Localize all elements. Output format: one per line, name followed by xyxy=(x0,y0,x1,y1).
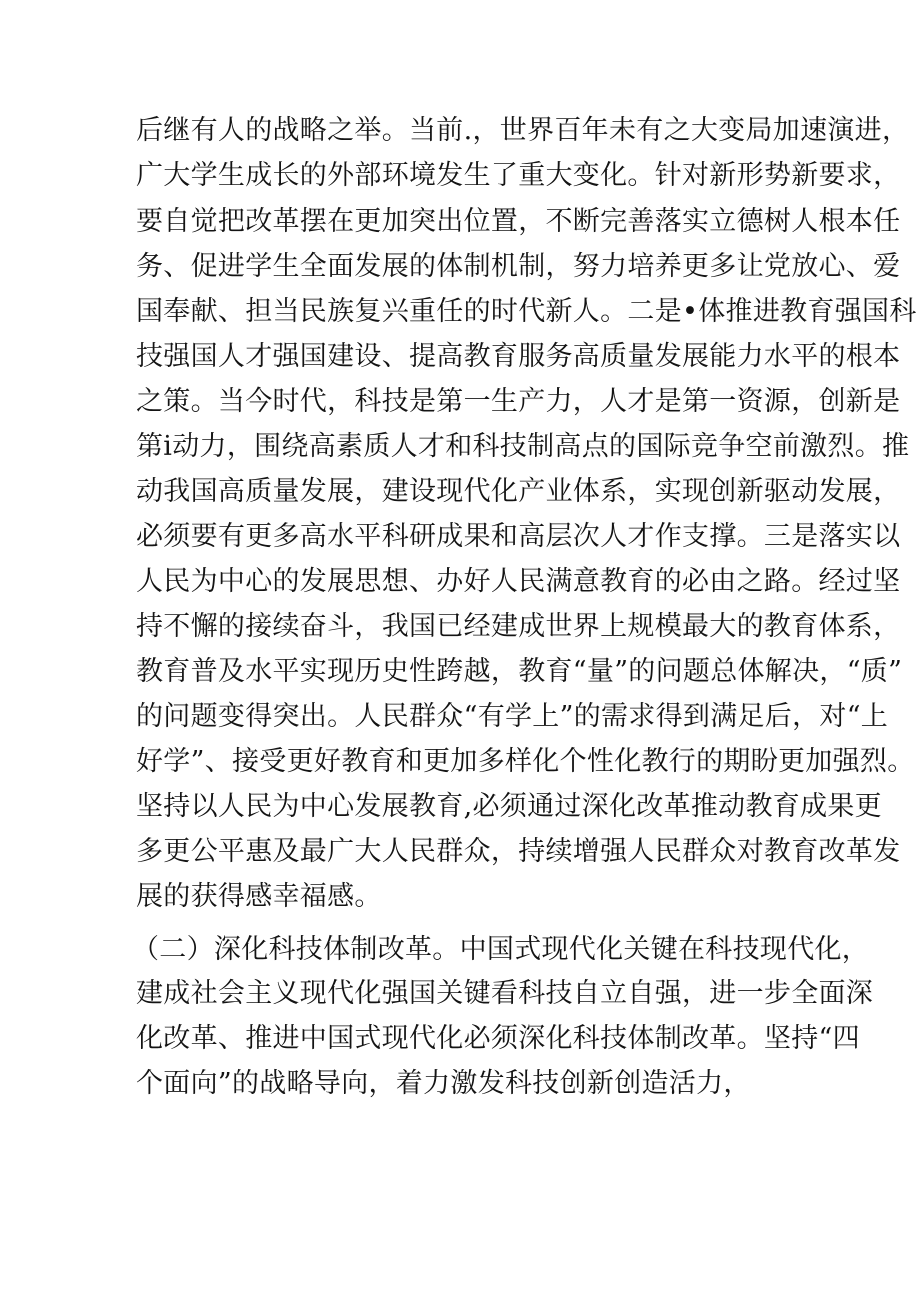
text-line: 第i动力，围绕高素质人才和科技制高点的国际竞争空前激烈。推 xyxy=(136,431,910,462)
text-line: 展的获得感幸福感。 xyxy=(136,881,382,912)
section-heading-line: （二）深化科技体制改革。中国式现代化关键在科技现代化， xyxy=(132,934,870,965)
text-line: 化改革、推进中国式现代化必须深化科技体制改革。坚持“四 xyxy=(136,1023,860,1054)
text-line: 技强国人才强国建设、提高教育服务高质量发展能力水平的根本 xyxy=(136,341,901,372)
text-line: 国奉献、担当民族复兴重任的时代新人。二是•体推进教育强国科 xyxy=(136,296,917,327)
text-line: 的问题变得突出。人民群众“有学上”的需求得到满足后，对“上 xyxy=(136,701,889,732)
text-line: 好学”、接受更好教育和更加多样化个性化教行的期盼更加强烈。 xyxy=(136,746,915,777)
text-line: 多更公平惠及最广大人民群众，持续增强人民群众对教育改革发 xyxy=(136,836,901,867)
text-line: 动我国高质量发展，建设现代化产业体系，实现创新驱动发展， xyxy=(136,476,901,507)
text-line: 之策。当今时代，科技是第一生产力，人才是第一资源，创新是 xyxy=(136,386,901,417)
text-line: 建成社会主义现代化强国关键看科技自立自强，进一步全面深 xyxy=(136,978,874,1009)
text-line: 后继有人的战略之举。当前.，世界百年未有之大变局加速演进， xyxy=(136,115,910,146)
text-line: 人民为中心的发展思想、办好人民满意教育的必由之路。经过坚 xyxy=(136,566,901,597)
text-line: 教育普及水平实现历史性跨越，教育“量”的问题总体解决，“质” xyxy=(136,656,903,687)
text-line: 持不懈的接续奋斗，我国已经建成世界上规模最大的教育体系， xyxy=(136,611,901,642)
text-line: 广大学生成长的外部环境发生了重大变化。针对新形势新要求， xyxy=(136,160,901,191)
text-line: 坚持以人民为中心发展教育,必须通过深化改革推动教育成果更 xyxy=(136,791,882,822)
text-line: 务、促进学生全面发展的体制机制，努力培养更多让党放心、爱 xyxy=(136,251,901,282)
text-line: 要自觉把改革摆在更加突出位置，不断完善落实立德树人根本任 xyxy=(136,206,901,237)
text-line: 个面向”的战略导向，着力激发科技创新创造活力， xyxy=(136,1068,751,1099)
text-line: 必须要有更多高水平科研成果和高层次人才作支撑。三是落实以 xyxy=(136,521,901,552)
